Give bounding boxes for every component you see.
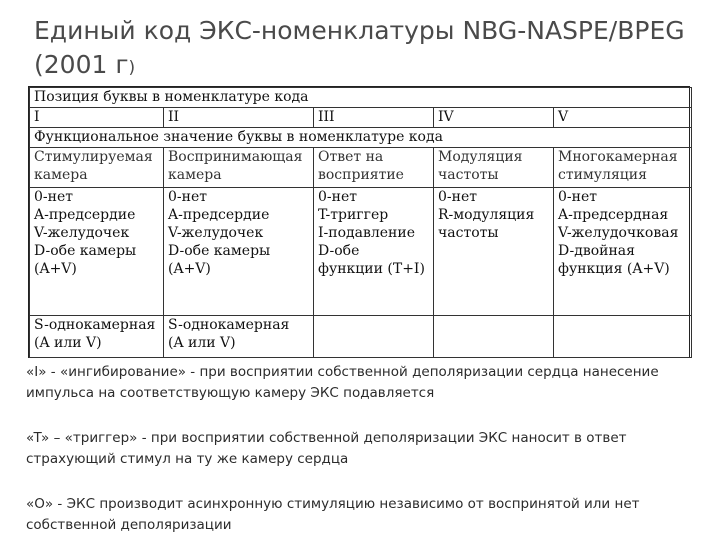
table-cell: 0-нет A-предсердие V-желудочек D-обе камеры (A+V) <box>30 188 164 316</box>
table-cell: III <box>314 108 434 128</box>
table-cell: 0-нет T-триггер I-подавление D-обе функции (T+I) <box>314 188 434 316</box>
table-cell: Модуляция частоты <box>434 148 554 188</box>
table-cell <box>434 316 554 358</box>
note-inhibition: «I» - «ингибирование» - при восприятии собственной деполяризации сердца нанесение импульса на соответствующую камеру ЭКС подавляется <box>26 364 659 401</box>
note-asynchronous: «О» - ЭКС производит асинхронную стимуляцию независимо от воспринятой или нет собственной деполяризации <box>26 496 640 533</box>
table-cell: Воспринимающая камера <box>164 148 314 188</box>
table-cell: S-однокамерная (A или V) <box>30 316 164 358</box>
table-row-position-header <box>30 88 692 108</box>
table-cell: I <box>30 108 164 128</box>
table-cell: 0-нет R-модуляция частоты <box>434 188 554 316</box>
table-cell: S-однокамерная (A или V) <box>164 316 314 358</box>
note-trigger: «T» – «триггер» - при восприятии собственной деполяризации ЭКС наносит в ответ страхующий стимул на ту же камеру сердца <box>26 430 627 467</box>
slide-title-line2-paren: ) <box>128 58 136 78</box>
table-cell <box>554 316 692 358</box>
table-cell <box>314 316 434 358</box>
table-row-function-header <box>30 128 692 148</box>
table-row-single <box>30 316 692 358</box>
table-header-position: Позиция буквы в номенклатуре кода <box>30 88 692 108</box>
table-cell: Стимулируемая камера <box>30 148 164 188</box>
table-cell: II <box>164 108 314 128</box>
table-cell: Многокамерная стимуляция <box>554 148 692 188</box>
table-cell: Ответ на восприятие <box>314 148 434 188</box>
slide-title-line2: (2001 г <box>34 50 129 79</box>
table-header-function: Функциональное значение буквы в номенклатуре кода <box>30 128 692 148</box>
table-row-codes <box>30 188 692 316</box>
slide-title-line1: Единый код ЭКС-номенклатуры NBG-NASPE/BPEG <box>34 16 685 45</box>
notes-section <box>26 362 716 536</box>
table-cell: 0-нет A-предсердие V-желудочек D-обе камеры (A+V) <box>164 188 314 316</box>
slide-title <box>34 14 694 85</box>
table-cell: IV <box>434 108 554 128</box>
table-cell: 0-нет A-предсердная V-желудочковая D-двойная функция (A+V) <box>554 188 692 316</box>
table-row-positions <box>30 108 692 128</box>
table-row-functions <box>30 148 692 188</box>
nomenclature-table <box>28 86 690 358</box>
table-cell: V <box>554 108 692 128</box>
